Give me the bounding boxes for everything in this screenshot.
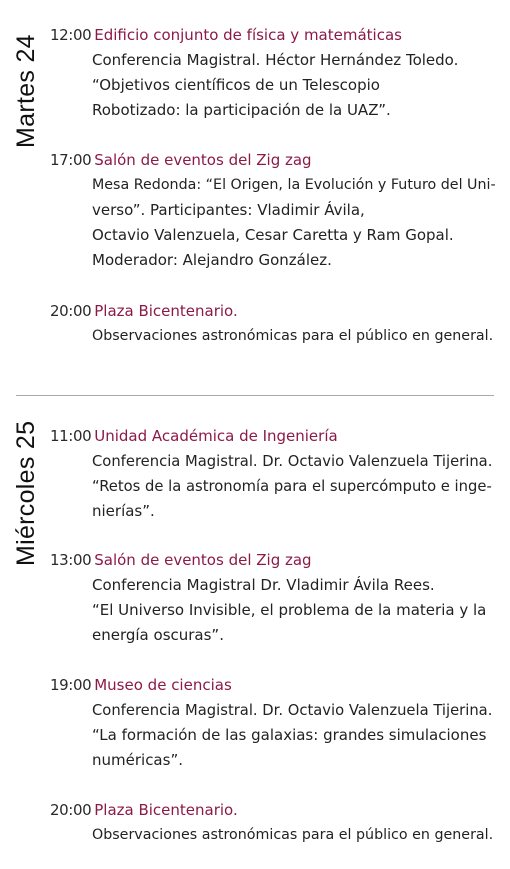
description-line: Conferencia Magistral Dr. Vladimir Ávila Rees. [92,576,435,594]
event-martes-1200 [50,23,496,123]
description-line: “Objetivos científicos de un Telescopio [92,76,380,94]
description-line: Robotizado: la participación de la UAZ”. [92,101,391,119]
event-venue: Unidad Académica de Ingeniería [94,427,338,445]
event-description [92,698,496,773]
description-line: Conferencia Magistral. Héctor Hernández Toledo. [92,51,459,69]
event-time: 12:00 [50,26,92,44]
event-description [92,573,496,648]
event-header [50,424,496,449]
event-header [50,673,496,698]
event-header [50,299,496,324]
event-venue: Museo de ciencias [94,676,232,694]
event-description [92,449,496,524]
event-header [50,148,496,173]
description-line: Conferencia Magistral. Dr. Octavio Valenzuela Tijerina. [92,453,493,470]
description-line: Observaciones astronómicas para el público en general. [92,328,494,344]
description-line: Observaciones astronómicas para el público en general. [92,827,494,843]
event-time: 19:00 [50,676,92,694]
section-divider [16,395,494,396]
event-description [92,173,496,273]
description-line: verso”. Participantes: Vladimir Ávila, [92,201,365,219]
description-line: nierías”. [92,502,155,520]
description-line: “Retos de la astronomía para el supercómputo e inge- [92,478,492,495]
event-header [50,548,496,573]
event-time: 20:00 [50,801,92,819]
description-line: energía oscuras”. [92,626,224,644]
event-description [92,823,496,848]
event-description [92,324,496,349]
event-time: 13:00 [50,551,92,569]
description-line: Octavio Valenzuela, Cesar Caretta y Ram Gopal. [92,226,454,244]
description-line: Mesa Redonda: “El Origen, la Evolución y Futuro del Uni- [92,177,496,193]
description-line: Moderador: Alejandro González. [92,251,332,269]
event-description [92,48,496,123]
event-venue: Salón de eventos del Zig zag [94,551,312,569]
event-martes-2000 [50,299,496,349]
description-line: “El Universo Invisible, el problema de la materia y la [92,601,487,619]
event-venue: Edificio conjunto de física y matemáticas [94,26,402,44]
event-venue: Plaza Bicentenario. [94,801,238,819]
event-time: 20:00 [50,302,92,320]
event-header [50,798,496,823]
event-time: 17:00 [50,151,92,169]
event-miercoles-2000 [50,798,496,848]
event-miercoles-1100 [50,424,496,524]
event-time: 11:00 [50,427,92,445]
event-martes-1700 [50,148,496,273]
description-line: “La formación de las galaxias: grandes simulaciones [92,726,487,744]
event-header [50,23,496,48]
day-label-martes: Martes 24 [12,34,40,148]
event-venue: Salón de eventos del Zig zag [94,151,312,169]
description-line: Conferencia Magistral. Dr. Octavio Valenzuela Tijerina. [92,702,493,719]
description-line: numéricas”. [92,751,183,769]
event-venue: Plaza Bicentenario. [94,302,238,320]
day-label-miercoles: Miércoles 25 [12,420,40,566]
event-miercoles-1300 [50,548,496,648]
event-miercoles-1900 [50,673,496,773]
